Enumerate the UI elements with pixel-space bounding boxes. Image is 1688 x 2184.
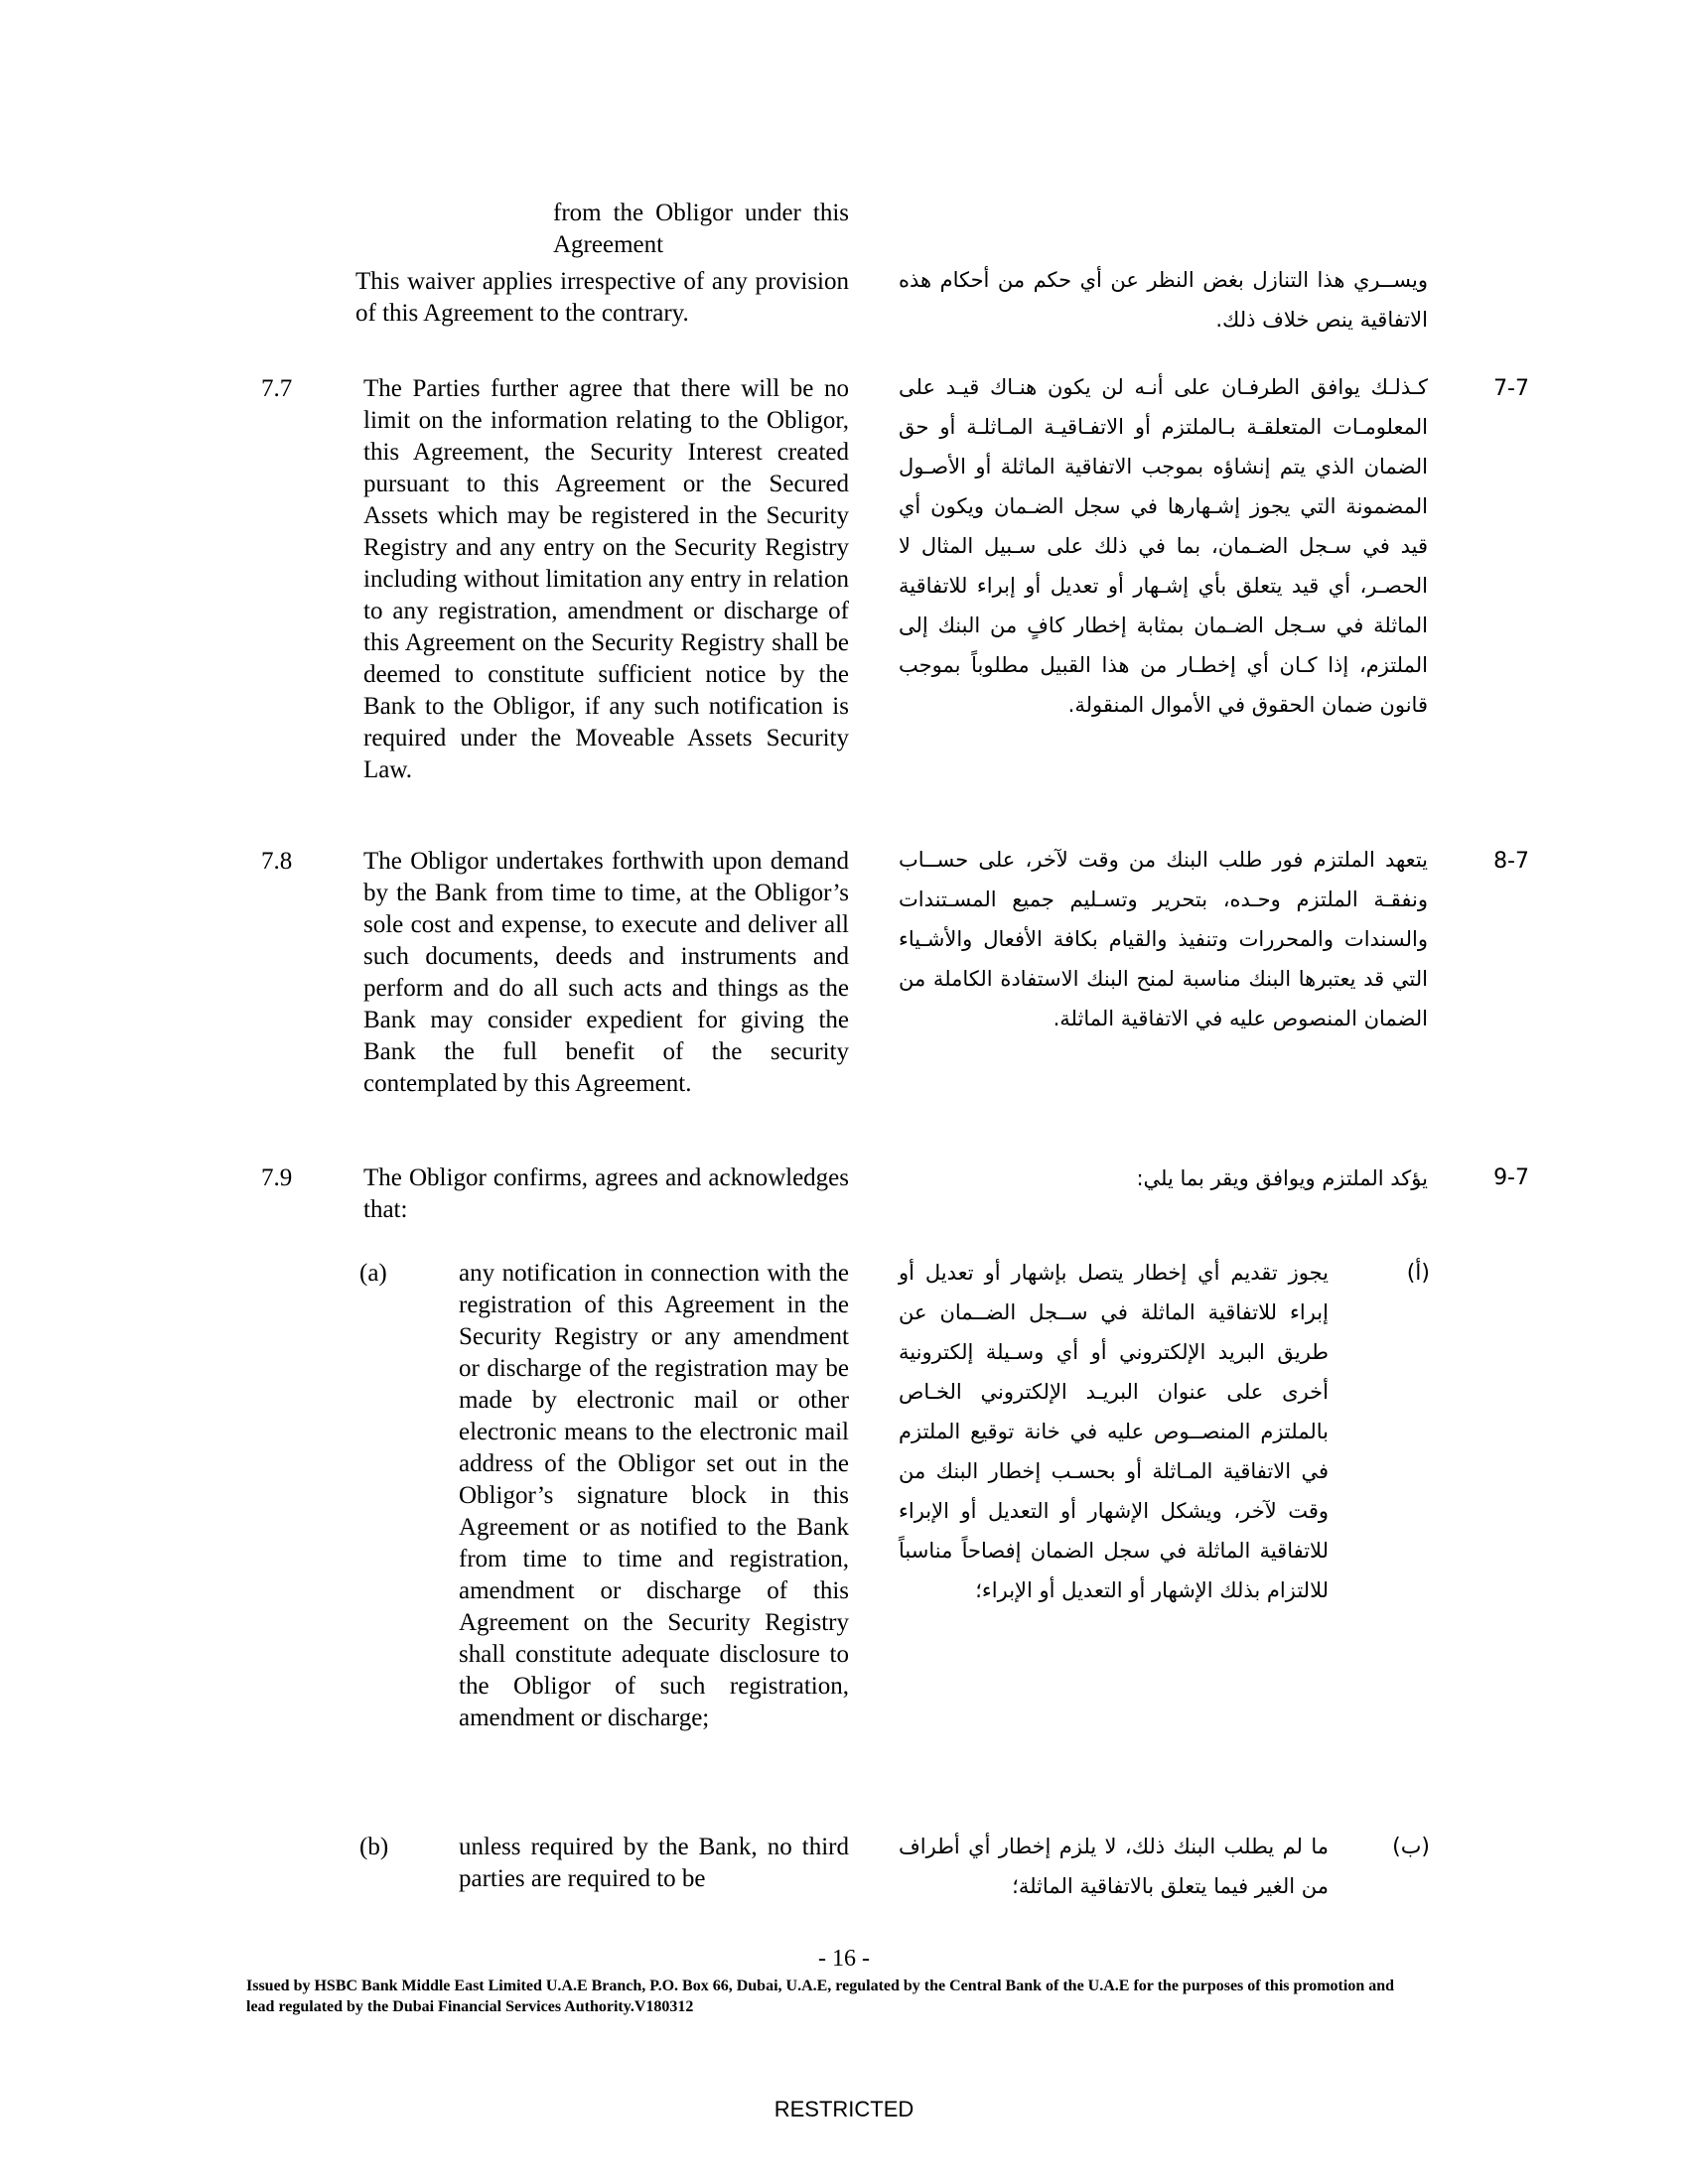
clause-7-9-text-ar: يؤكد الملتزم ويوافق ويقر بما يلي:	[1136, 1166, 1428, 1190]
subclause-b-text-ar: ما لم يطلب البنك ذلك، لا يلزم إخطار أي أطراف من الغير فيما يتعلق بالاتفاقية الماثلة؛	[899, 1835, 1329, 1898]
clause-7-7-text-en: The Parties further agree that there will be no limit on the information relating to the Obligor, this Agreement, the Security Interest created pursuant to this Agreement or the Secured Assets which may be registered in the Security Registry and any entry on the Security Registry including without limitation any entry in relation to any registration, amendment or discharge of this Agreement on the Security Registry shall be deemed to constitute sufficient notice by the Bank to the Obligor, if any such notification is required under the Moveable Assets Security Law.	[363, 375, 849, 783]
waiver-paragraph-en: This waiver applies irrespective of any provision of this Agreement to the contrary.	[355, 268, 849, 327]
continuation-tail-en: from the Obligor under this Agreement	[553, 200, 849, 258]
issuer-footnote: Issued by HSBC Bank Middle East Limited U.A.E Branch, P.O. Box 66, Dubai, U.A.E, regulated by the Central Bank of the U.A.E for the purposes of this promotion and lead regulated by the Dubai Financial Services Authority.V180312	[246, 1978, 1395, 2015]
clause-7-8-text-en: The Obligor undertakes forthwith upon demand by the Bank from time to time, at the Obligor’s sole cost and expense, to execute and deliver all such documents, deeds and instruments and perform and do all such acts and things as the Bank may consider expedient for giving the Bank the full benefit of the security contemplated by this Agreement.	[363, 848, 849, 1097]
clause-7-7-number-en: 7.7	[261, 375, 293, 402]
subclause-b-label-ar: (ب)	[1392, 1835, 1430, 1859]
clause-7-8-number-ar: 8-7	[1493, 849, 1529, 874]
waiver-paragraph-ar: ويســري هذا التنازل بغض النظر عن أي حكم من أحكام هذه الاتفاقية ينص خلاف ذلك.	[899, 268, 1428, 332]
clause-7-7-text-ar: كـذلـك يوافق الطرفـان على أنـه لن يكون هنـاك قيـد على المعلومـات المتعلقـة بـالملتزم أو الاتفـاقيـة المـاثلـة أو حق الضمان الذي يتم إنشاؤه بموجب الاتفاقية الماثلة أو الأصـول المضمونة التي يجوز إشـهارها في سجل الضـمان ويكون أي قيد في سـجل الضـمان، بما في ذلك على سـبيل المثال لا الحصـر، أي قيد يتعلق بأي إشـهار أو تعديل أو إبراء للاتفاقية الماثلة في سـجل الضـمان بمثابة إخطار كافٍ من البنك إلى الملتزم، إذا كـان أي إخطـار من هذا القبيل مطلوباً بموجب قانون ضمان الحقوق في الأموال المنقولة.	[899, 375, 1428, 717]
classification-label: RESTRICTED	[774, 2097, 914, 2121]
clause-7-7-number-ar: 7-7	[1493, 376, 1529, 401]
subclause-a-label-ar: (أ)	[1406, 1261, 1430, 1286]
clause-7-9-number-en: 7.9	[261, 1164, 293, 1191]
page-number: - 16 -	[818, 1946, 870, 1972]
clause-7-8-number-en: 7.8	[261, 848, 293, 875]
subclause-b-text-en: unless required by the Bank, no third parties are required to be	[459, 1834, 849, 1892]
subclause-a-text-en: any notification in connection with the registration of this Agreement in the Security Registry or any amendment or discharge of the registration may be made by electronic mail or other electronic means to the electronic mail address of the Obligor set out in the Obligor’s signature block in this Agreement or as notified to the Bank from time to time and registration, amendment or discharge of this Agreement on the Security Registry shall constitute adequate disclosure to the Obligor of such registration, amendment or discharge;	[459, 1260, 849, 1731]
subclause-a-text-ar: يجوز تقديم أي إخطار يتصل بإشهار أو تعديل أو إبراء للاتفاقية الماثلة في ســجل الضــمان عن طريق البريد الإلكتروني أو أي وسـيلة إلكترونية أخرى على عنوان البريـد الإلكتروني الخـاص بالملتزم المنصــوص عليه في خانة توقيع الملتزم في الاتفاقية المـاثلة أو بحسـب إخطار البنك من وقت لآخر، ويشكل الإشهار أو التعديل أو الإبراء للاتفاقية الماثلة في سجل الضمان إفصاحاً مناسباً للالتزام بذلك الإشهار أو التعديل أو الإبراء؛	[899, 1261, 1329, 1602]
clause-7-9-number-ar: 9-7	[1493, 1165, 1529, 1190]
clause-7-8-text-ar: يتعهد الملتزم فور طلب البنك من وقت لآخر، على حســاب ونفقـة الملتزم وحـده، بتحرير وتسـليم جميع المسـتندات والسندات والمحررات وتنفيذ والقيام بكافة الأفعال والأشـياء التي قد يعتبرها البنك مناسبة لمنح البنك الاستفادة الكاملة من الضمان المنصوص عليه في الاتفاقية الماثلة.	[899, 848, 1428, 1030]
clause-7-9-text-en: The Obligor confirms, agrees and acknowledges that:	[363, 1164, 849, 1223]
subclause-a-label-en: (a)	[359, 1260, 387, 1287]
subclause-b-label-en: (b)	[359, 1834, 389, 1860]
